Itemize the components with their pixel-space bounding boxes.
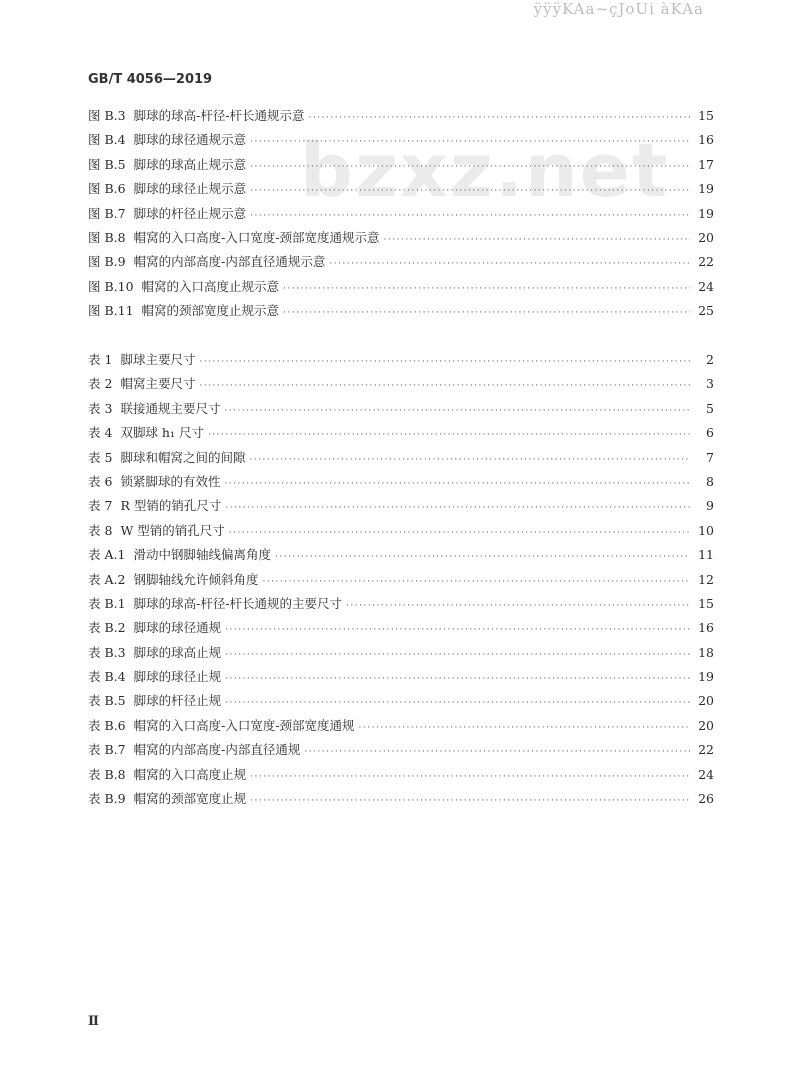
table-toc-entry[interactable]	[88, 543, 714, 567]
dot-leader	[221, 618, 690, 642]
figure-toc-entry[interactable]	[88, 226, 714, 250]
table-toc-entry[interactable]	[88, 714, 714, 738]
top-header-mark: ÿÿÿKAa~çJoUi àKAa	[533, 0, 704, 18]
table-toc-entry[interactable]	[88, 689, 714, 713]
dot-leader	[246, 130, 690, 154]
entry-number: 表 A.2	[88, 571, 126, 587]
entry-title: 脚球的球高-杆径-杆长通规示意	[133, 108, 305, 123]
dot-leader	[246, 155, 690, 179]
table-toc-entry[interactable]	[88, 641, 714, 665]
dot-leader	[195, 350, 690, 374]
entry-number: 表 2	[88, 376, 113, 392]
entry-page-number: 5	[706, 400, 714, 416]
entry-title: W 型销的销孔尺寸	[120, 522, 225, 538]
dot-leader	[342, 594, 690, 618]
dot-leader	[355, 716, 690, 740]
dot-leader	[246, 789, 690, 813]
dot-leader	[245, 448, 690, 472]
dot-leader	[246, 204, 690, 228]
dot-leader	[380, 228, 690, 252]
entry-title: 帽窝的入口高度-入口宽度-颈部宽度通规	[133, 717, 355, 733]
dot-leader	[221, 643, 690, 667]
table-toc-entry[interactable]	[88, 494, 714, 518]
entry-number: 图 B.7	[88, 205, 126, 221]
entry-page-number: 3	[706, 376, 714, 392]
entry-number: 图 B.10	[88, 278, 134, 294]
dot-leader	[300, 740, 690, 764]
entry-page-number: 19	[698, 669, 714, 685]
watermark: bzxz.net	[300, 128, 670, 214]
entry-title: 脚球的球径止规	[133, 669, 222, 685]
table-toc-entry[interactable]	[88, 446, 714, 470]
table-toc-entry[interactable]	[88, 397, 714, 421]
entry-number: 表 B.4	[88, 669, 126, 685]
entry-page-number: 15	[698, 108, 714, 123]
entry-title: 帽窝的内部高度-内部直径通规示意	[133, 254, 326, 270]
entry-page-number: 20	[698, 229, 714, 245]
entry-number: 表 4	[88, 425, 113, 441]
dot-leader	[225, 521, 690, 545]
entry-title: 脚球的球高止规	[133, 644, 222, 660]
entry-page-number: 11	[698, 547, 714, 563]
entry-number: 表 B.8	[88, 766, 126, 782]
dot-leader	[221, 691, 690, 715]
dot-leader	[195, 374, 690, 398]
page-number: Ⅱ	[88, 1014, 99, 1029]
entry-number: 表 B.3	[88, 644, 126, 660]
entry-number: 图 B.9	[88, 254, 126, 270]
figure-toc-entry[interactable]	[88, 202, 714, 226]
table-list	[88, 348, 714, 811]
dot-leader	[279, 301, 690, 325]
dot-leader	[279, 277, 690, 301]
entry-number: 表 B.6	[88, 717, 126, 733]
entry-page-number: 8	[706, 473, 714, 489]
table-toc-entry[interactable]	[88, 421, 714, 445]
entry-title: 锁紧脚球的有效性	[120, 473, 221, 489]
entry-page-number: 26	[698, 791, 714, 807]
entry-page-number: 7	[706, 449, 714, 465]
table-toc-entry[interactable]	[88, 592, 714, 616]
figure-toc-entry[interactable]	[88, 177, 714, 201]
entry-title: 帽窝的内部高度-内部直径通规	[133, 742, 301, 758]
dot-leader	[246, 765, 690, 789]
entry-title: 钢脚轴线允许倾斜角度	[133, 571, 259, 587]
entry-page-number: 25	[698, 303, 714, 319]
entry-page-number: 20	[698, 693, 714, 709]
entry-number: 表 B.5	[88, 693, 126, 709]
table-toc-entry[interactable]	[88, 665, 714, 689]
entry-title: 帽窝的颈部宽度止规	[133, 791, 247, 807]
table-toc-entry[interactable]	[88, 738, 714, 762]
entry-page-number: 6	[706, 425, 714, 441]
entry-title: 帽窝的入口高度止规	[133, 766, 247, 782]
entry-title: 脚球的球径通规	[133, 620, 222, 636]
entry-page-number: 19	[698, 205, 714, 221]
dot-leader	[246, 179, 690, 203]
entry-title: 脚球和帽窝之间的间隙	[120, 449, 246, 465]
entry-number: 表 7	[88, 498, 113, 514]
table-toc-entry[interactable]	[88, 372, 714, 396]
entry-number: 表 B.9	[88, 791, 126, 807]
entry-title: 滑动中钢脚轴线偏离角度	[133, 547, 271, 563]
entry-page-number: 15	[698, 595, 714, 611]
figure-toc-entry[interactable]	[88, 250, 714, 274]
dot-leader	[325, 252, 690, 276]
entry-title: 脚球的球高止规示意	[133, 156, 247, 172]
entry-number: 表 B.1	[88, 595, 126, 611]
entry-number: 图 B.3	[88, 108, 126, 123]
entry-page-number: 17	[698, 156, 714, 172]
entry-page-number: 9	[706, 498, 714, 514]
table-toc-entry[interactable]	[88, 763, 714, 787]
entry-number: 表 B.7	[88, 742, 126, 758]
table-toc-entry[interactable]	[88, 568, 714, 592]
entry-page-number: 22	[698, 254, 714, 270]
dot-leader	[221, 496, 690, 520]
entry-title: 双脚球 h₁ 尺寸	[120, 425, 204, 441]
table-toc-entry[interactable]	[88, 348, 714, 372]
entry-title: 脚球的球径止规示意	[133, 181, 247, 197]
entry-title: 脚球的球高-杆径-杆长通规的主要尺寸	[133, 595, 343, 611]
table-toc-entry[interactable]	[88, 616, 714, 640]
entry-page-number: 24	[698, 278, 714, 294]
entry-number: 表 1	[88, 352, 113, 367]
table-toc-entry[interactable]	[88, 470, 714, 494]
figure-toc-entry[interactable]	[88, 104, 714, 128]
entry-page-number: 22	[698, 742, 714, 758]
entry-title: 脚球主要尺寸	[120, 352, 196, 367]
entry-page-number: 2	[706, 352, 714, 367]
entry-page-number: 24	[698, 766, 714, 782]
entry-page-number: 12	[698, 571, 714, 587]
entry-number: 图 B.5	[88, 156, 126, 172]
entry-title: 脚球的杆径止规示意	[133, 205, 247, 221]
entry-number: 表 B.2	[88, 620, 126, 636]
entry-page-number: 20	[698, 717, 714, 733]
entry-number: 图 B.4	[88, 132, 126, 148]
dot-leader	[271, 545, 690, 569]
standard-number: GB/T 4056—2019	[88, 72, 213, 87]
entry-title: 脚球的杆径止规	[133, 693, 222, 709]
dot-leader	[221, 667, 690, 691]
table-toc-entry[interactable]	[88, 787, 714, 811]
figure-toc-entry[interactable]	[88, 153, 714, 177]
figure-toc-entry[interactable]	[88, 275, 714, 299]
dot-leader	[258, 570, 690, 594]
dot-leader	[220, 399, 690, 423]
entry-number: 图 B.11	[88, 303, 134, 319]
entry-number: 表 5	[88, 449, 113, 465]
entry-title: 帽窝的颈部宽度止规示意	[141, 303, 280, 319]
dot-leader	[204, 423, 690, 447]
entry-number: 图 B.8	[88, 229, 126, 245]
entry-title: 脚球的球径通规示意	[133, 132, 247, 148]
entry-title: 帽窝的入口高度-入口宽度-颈部宽度通规示意	[133, 229, 380, 245]
figure-toc-entry[interactable]	[88, 299, 714, 323]
figure-toc-entry[interactable]	[88, 128, 714, 152]
entry-number: 表 A.1	[88, 547, 126, 563]
entry-number: 表 3	[88, 400, 113, 416]
entry-number: 表 6	[88, 473, 113, 489]
dot-leader	[305, 106, 690, 130]
entry-page-number: 16	[698, 620, 714, 636]
entry-title: 帽窝的入口高度止规示意	[141, 278, 280, 294]
entry-number: 表 8	[88, 522, 113, 538]
entry-page-number: 19	[698, 181, 714, 197]
entry-title: 帽窝主要尺寸	[120, 376, 196, 392]
entry-page-number: 10	[698, 522, 714, 538]
entry-page-number: 18	[698, 644, 714, 660]
entry-title: R 型销的销孔尺寸	[120, 498, 222, 514]
entry-title: 联接通规主要尺寸	[120, 400, 221, 416]
figure-list	[88, 104, 714, 324]
dot-leader	[220, 472, 690, 496]
entry-page-number: 16	[698, 132, 714, 148]
table-toc-entry[interactable]	[88, 519, 714, 543]
entry-number: 图 B.6	[88, 181, 126, 197]
